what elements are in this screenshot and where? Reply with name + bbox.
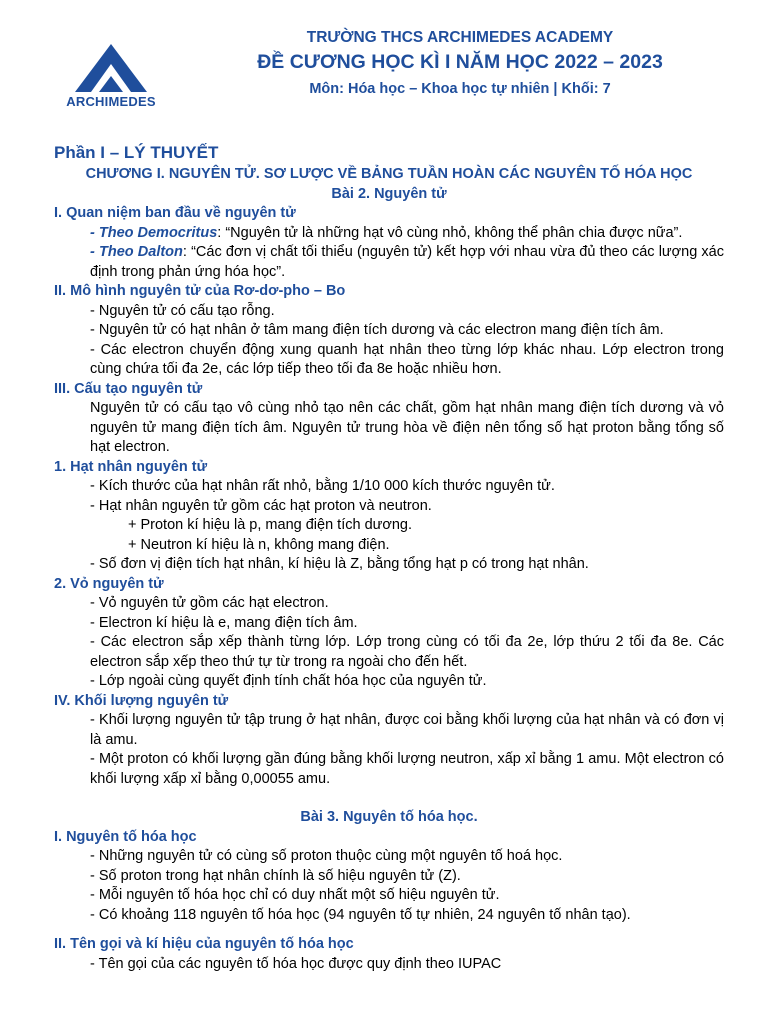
list-item: - Mỗi nguyên tố hóa học chỉ có duy nhất một số hiệu nguyên tử.: [90, 887, 500, 903]
list-item: - Nguyên tử có cấu tạo rỗng.: [90, 302, 275, 319]
section-heading: II. Tên gọi và kí hiệu của nguyên tố hóa học: [54, 936, 354, 952]
document-body: [54, 142, 724, 974]
list-item: - Electron kí hiệu là e, mang điện tích âm.: [90, 614, 358, 631]
list-item: - Số proton trong hạt nhân chính là số hiệu nguyên tử (Z).: [90, 867, 461, 884]
democritus-text: : “Nguyên tử là những hạt vô cùng nhỏ, không thể phân chia được nữa”.: [217, 224, 683, 241]
democritus-item: [54, 224, 724, 244]
list-item: - Kích thước của hạt nhân rất nhỏ, bằng 1/10 000 kích thước nguyên tử.: [90, 478, 555, 494]
list-item: - Có khoảng 118 nguyên tố hóa học (94 nguyên tố tự nhiên, 24 nguyên tố nhân tạo).: [90, 906, 631, 923]
subject-line: Môn: Hóa học – Khoa học tự nhiên | Khối: 7: [309, 81, 611, 97]
chapter-heading: CHƯƠNG I. NGUYÊN TỬ. SƠ LƯỢC VỀ BẢNG TUẦN HOÀN CÁC NGUYÊN TỐ HÓA HỌC: [85, 166, 693, 182]
dalton-name: - Theo Dalton: [90, 244, 183, 260]
sub-list-item: + Neutron kí hiệu là n, không mang điện.: [128, 536, 390, 553]
list-item: - Số đơn vị điện tích hạt nhân, kí hiệu là Z, bằng tổng hạt p có trong hạt nhân.: [90, 556, 589, 572]
list-item: - Các electron sắp xếp thành từng lớp. Lớp trong cùng có tối đa 2e, lớp thứu 2 tối đa 8e. Các electron sắp xếp theo thứ tự từ trong ra ngoài cho đến hết.: [90, 634, 724, 670]
spacer: [54, 925, 724, 935]
list-item: - Hạt nhân nguyên tử gồm các hạt proton và neutron.: [90, 497, 432, 514]
section-heading: I. Quan niệm ban đầu về nguyên tử: [54, 205, 296, 221]
paragraph: Nguyên tử có cấu tạo vô cùng nhỏ tạo nên các chất, gồm hạt nhân mang điện tích dương và vỏ nguyên tử mang điện tích âm. Nguyên tử trung hòa về điện nên tổng số hạt proton bằng tổng số hạt electron.: [90, 400, 724, 455]
lesson-3-title: Bài 3. Nguyên tố hóa học.: [300, 809, 478, 825]
democritus-name: - Theo Democritus: [90, 224, 218, 241]
list-item: - Vỏ nguyên tử gồm các hạt electron.: [90, 595, 329, 611]
section-heading: III. Cấu tạo nguyên tử: [54, 380, 203, 397]
section-heading: I. Nguyên tố hóa học: [54, 828, 197, 845]
logo-text: ARCHIMEDES: [66, 94, 156, 109]
section-heading: 2. Vỏ nguyên tử: [54, 575, 164, 592]
document-header: [0, 0, 768, 118]
dalton-item: [54, 243, 724, 282]
document-title: ĐỀ CƯƠNG HỌC KÌ I NĂM HỌC 2022 – 2023: [257, 51, 663, 73]
list-item: - Khối lượng nguyên tử tập trung ở hạt nhân, được coi bằng khối lượng của hạt nhân và có đơn vị là amu.: [90, 712, 724, 748]
school-logo: [56, 42, 166, 114]
list-item: - Tên gọi của các nguyên tố hóa học được quy định theo IUPAC: [90, 955, 502, 972]
list-item: - Một proton có khối lượng gần đúng bằng khối lượng neutron, xấp xỉ bằng 1 amu. Một electron có khối lượng xấp xỉ bằng 0,00055 amu.: [90, 751, 724, 787]
school-name: TRƯỜNG THCS ARCHIMEDES ACADEMY: [306, 29, 614, 46]
dalton-text: : “Các đơn vị chất tối thiểu (nguyên tử) kết hợp với nhau vừa đủ theo các lượng xác định trong phản ứng hóa học”.: [90, 244, 724, 280]
list-item: - Lớp ngoài cùng quyết định tính chất hóa học của nguyên tử.: [90, 673, 487, 689]
list-item: - Các electron chuyển động xung quanh hạt nhân theo từng lớp khác nhau. Lớp electron trong cùng chứa tối đa 2e, các lớp tiếp theo tối đa 8e hoặc nhiều hơn.: [90, 341, 724, 377]
section-heading: IV. Khối lượng nguyên tử: [54, 692, 229, 709]
lesson-2-title: Bài 2. Nguyên tử: [331, 185, 447, 202]
section-heading: II. Mô hình nguyên tử của Rơ-dơ-pho – Bo: [54, 283, 346, 299]
list-item: - Nguyên tử có hạt nhân ở tâm mang điện tích dương và các electron mang điện tích âm.: [90, 322, 664, 338]
list-item: - Những nguyên tử có cùng số proton thuộc cùng một nguyên tố hoá học.: [90, 848, 563, 864]
sub-list-item: + Proton kí hiệu là p, mang điện tích dương.: [128, 517, 413, 533]
part-heading: Phần I – LÝ THUYẾT: [54, 143, 219, 162]
spacer: [54, 789, 724, 808]
section-heading: 1. Hạt nhân nguyên tử: [54, 458, 208, 475]
archimedes-logo-icon: [73, 42, 149, 94]
